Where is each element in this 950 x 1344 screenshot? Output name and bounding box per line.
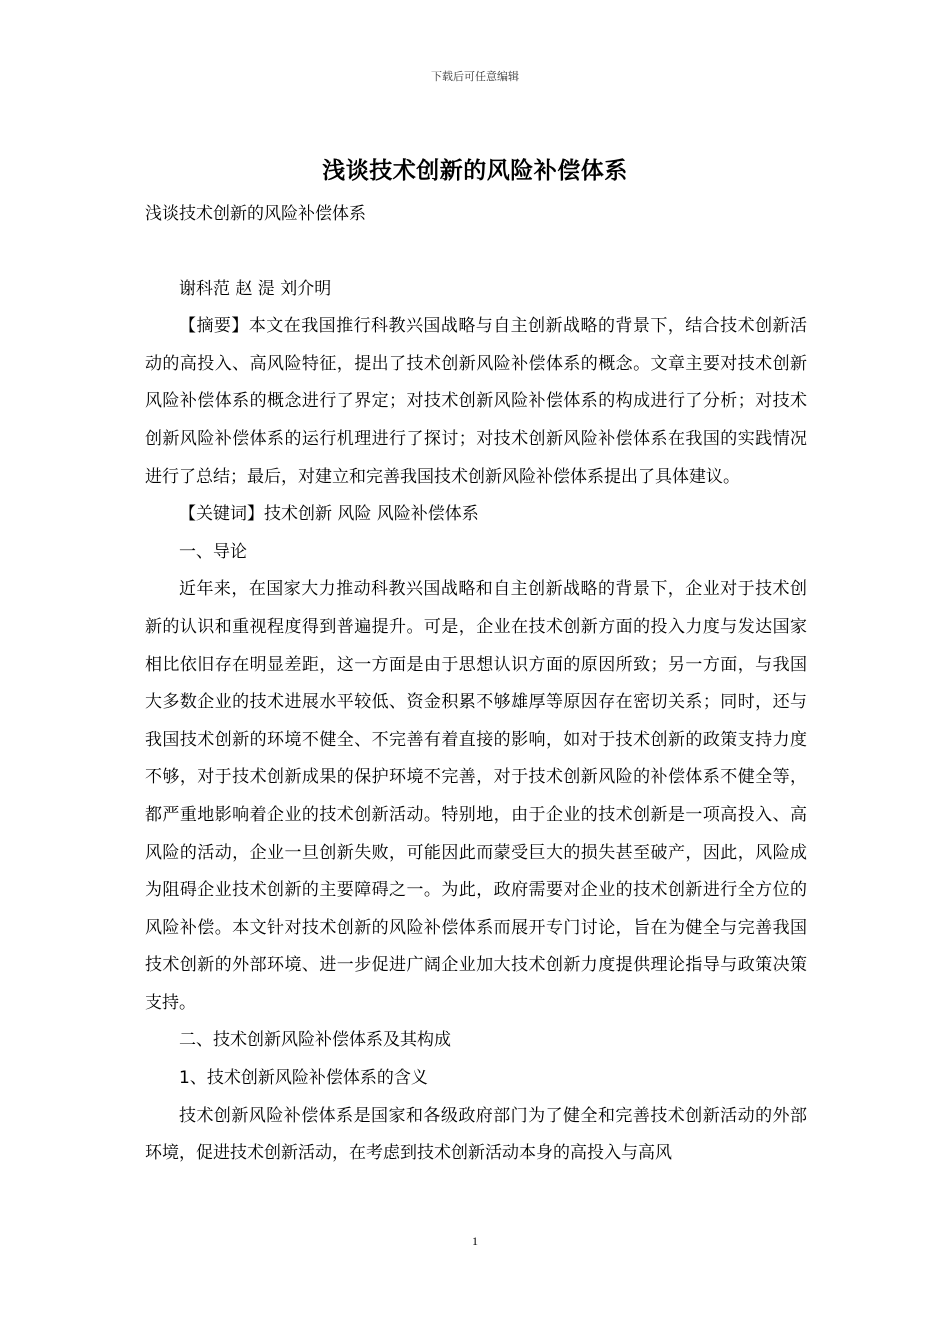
abstract-paragraph: 【摘要】本文在我国推行科教兴国战略与自主创新战略的背景下，结合技术创新活动的高投入、高风险特征，提出了技术创新风险补偿体系的概念。文章主要对技术创新风险补偿体系的概念进行了界定；对技术创新风险补偿体系的构成进行了分析；对技术创新风险补偿体系的运行机理进行了探讨；对技术创新风险补偿体系在我国的实践情况进行了总结；最后，对建立和完善我国技术创新风险补偿体系提出了具体建议。 [145,316,807,487]
section-2-1-paragraph: 技术创新风险补偿体系是国家和各级政府部门为了健全和完善技术创新活动的外部环境，促进技术创新活动，在考虑到技术创新活动本身的高投入与高风 [145,1105,807,1164]
document-body [145,196,807,1173]
document-subtitle: 浅谈技术创新的风险补偿体系 [145,204,366,224]
authors: 谢科范 赵 湜 刘介明 [179,278,332,299]
section-2-heading: 二、技术创新风险补偿体系及其构成 [179,1030,451,1051]
header-note: 下载后可任意编辑 [431,70,519,83]
spacer [145,234,807,271]
section-1-heading: 一、导论 [179,541,247,562]
keywords-paragraph: 【关键词】技术创新 风险 风险补偿体系 [179,504,479,525]
section-2-1-heading: 1、技术创新风险补偿体系的含义 [179,1068,428,1089]
page-number: 1 [472,1234,478,1248]
document-title: 浅谈技术创新的风险补偿体系 [322,158,628,184]
section-1-paragraph: 近年来，在国家大力推动科教兴国战略和自主创新战略的背景下，企业对于技术创新的认识和重视程度得到普遍提升。可是，企业在技术创新方面的投入力度与发达国家相比依旧存在明显差距，这一方面是由于思想认识方面的原因所致；另一方面，与我国大多数企业的技术进展水平较低、资金积累不够雄厚等原因存在密切关系；同时，还与我国技术创新的环境不健全、不完善有着直接的影响，如对于技术创新的政策支持力度不够，对于技术创新成果的保护环境不完善，对于技术创新风险的补偿体系不健全等，都严重地影响着企业的技术创新活动。特别地，由于企业的技术创新是一项高投入、高风险的活动，企业一旦创新失败，可能因此而蒙受巨大的损失甚至破产，因此，风险成为阻碍企业技术创新的主要障碍之一。为此，政府需要对企业的技术创新进行全方位的风险补偿。本文针对技术创新的风险补偿体系而展开专门讨论，旨在为健全与完善我国技术创新的外部环境、进一步促进广阔企业加大技术创新力度提供理论指导与政策决策支持。 [145,579,807,1013]
